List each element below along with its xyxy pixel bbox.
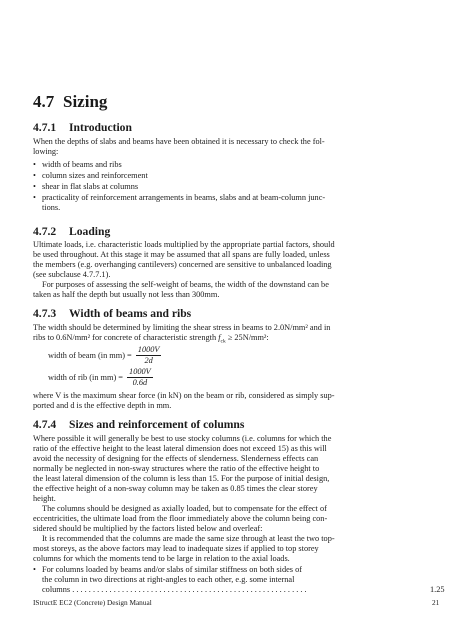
paragraph-line: The width should be determined by limiting the shear stress in beams to 2.0N/mm² and in	[33, 323, 331, 332]
bullet-icon: •	[33, 171, 36, 180]
section-number: 4.7	[33, 92, 55, 111]
dot-leader: . . . . . . . . . . . . . . . . . . . . . . . . . . . . . . . . . . . . . . . . . . . . . . . . . . . . . . . . .	[72, 585, 307, 594]
paragraph-line: sidered should be multiplied by the factors listed below and overleaf:	[33, 524, 263, 533]
subsection-title: Sizes and reinforcement of columns	[69, 418, 245, 431]
subsection-heading-introduction	[33, 121, 132, 134]
paragraph-line: (see subclause 4.7.7.1).	[33, 270, 111, 279]
paragraph-line: columns for which the moments tend to be large in relation to the axial loads.	[33, 554, 290, 563]
list-item: • width of beams and ribs	[33, 160, 122, 169]
bullet-icon: •	[33, 565, 36, 574]
subsection-title: Introduction	[69, 121, 132, 134]
paragraph-line: ribs to 0.6N/mm² for concrete of characteristic strength $f_{ck} \ge 25N/mm^2$:	[33, 333, 269, 345]
paragraph-line: Where possible it will generally be best to use stocky columns (i.e. columns for which the	[33, 434, 332, 443]
paragraph-line: For purposes of assessing the self-weight of beams, the width of the downstand can be	[42, 280, 329, 289]
bullet-icon: •	[33, 160, 36, 169]
list-item-continuation: columns . . . . . . . . . . . . . . . . . . . . . . . . . . . . . . . . . . . . . . . . . . . . . . . . . . . . . . . . .	[42, 585, 307, 594]
bullet-icon: •	[33, 193, 36, 202]
paragraph-line: It is recommended that the columns are made the same size through at least the two top-	[42, 534, 335, 543]
paragraph-line: most storeys, as the above factors may lead to inadequate sizes if applied to top storey	[33, 544, 319, 553]
page-number: 21	[432, 598, 440, 607]
paragraph-line: the effective height of a non-sway column may be taken as 0.85 times the clear storey	[33, 484, 318, 493]
paragraph-line: Ultimate loads, i.e. characteristic loads multiplied by the appropriate partial factors, should	[33, 240, 335, 249]
paragraph-line: the least lateral dimension of the column is less than 15. For the purpose of initial design,	[33, 474, 330, 483]
fraction: $\frac{1000V}{0.6d}$	[129, 367, 151, 387]
subsection-number: 4.7.3	[33, 307, 57, 320]
paragraph-line: height.	[33, 494, 56, 503]
fraction: $\frac{1000V}{2d}$	[137, 345, 160, 365]
paragraph-line: avoid the necessity of designing for the effects of slenderness. Slenderness effects can	[33, 454, 319, 463]
bullet-icon: •	[33, 182, 36, 191]
paragraph-line: When the depths of slabs and beams have been obtained it is necessary to check the fol-	[33, 137, 325, 146]
subsection-heading-loading	[33, 225, 110, 238]
paragraph-line: lowing:	[33, 147, 59, 156]
section-heading	[33, 92, 107, 112]
subsection-number: 4.7.1	[33, 121, 57, 134]
equation-rib-width: width of rib (in mm) = $\frac{1000V}{0.6d}$	[48, 367, 151, 387]
list-item: • column sizes and reinforcement	[33, 171, 148, 180]
subsection-title: Width of beams and ribs	[69, 307, 192, 320]
subsection-heading-width	[33, 307, 191, 320]
paragraph-line: where V is the maximum shear force (in kN) on the beam or rib, considered as simply sup-	[33, 391, 335, 400]
list-item: • practicality of reinforcement arrangements in beams, slabs and at beam-column junc-	[33, 193, 326, 202]
subsection-title: Loading	[69, 225, 111, 238]
paragraph-line: taken as half the depth but usually not less than 300mm.	[33, 290, 220, 299]
paragraph-line: ratio of the effective height to the least lateral dimension does not exceed 15) as this will	[33, 444, 327, 453]
subsection-number: 4.7.2	[33, 225, 57, 238]
subsection-number: 4.7.4	[33, 418, 57, 431]
list-item-continuation: the column in two directions at right-angles to each other, e.g. some internal	[42, 575, 295, 584]
paragraph-line: be used throughout. At this stage it may be assumed that all spans are fully loaded, unless	[33, 250, 330, 259]
list-item: • shear in flat slabs at columns	[33, 182, 139, 191]
subsection-heading-columns	[33, 418, 244, 431]
paragraph-line: eccentricities, the ultimate load from the floor immediately above the column being con-	[33, 514, 328, 523]
paragraph-line: normally be neglected in non-sway structures where the ratio of the effective height to	[33, 464, 320, 473]
paragraph-line: The columns should be designed as axially loaded, but to compensate for the effect of	[42, 504, 327, 513]
footer-title: IStructE EC2 (Concrete) Design Manual	[33, 598, 152, 607]
list-item-continuation: tions.	[42, 203, 61, 212]
paragraph-line: ported and d is the effective depth in mm.	[33, 401, 172, 410]
equation-beam-width: width of beam (in mm) = $\frac{1000V}{2d}$	[48, 345, 160, 365]
list-item: • For columns loaded by beams and/or slabs of similar stiffness on both sides of	[33, 565, 303, 574]
factor-value: 1.25	[430, 585, 445, 594]
paragraph-line: the members (e.g. overhanging cantilevers) concerned are sensitive to unbalanced loading	[33, 260, 332, 269]
section-title: Sizing	[63, 92, 108, 111]
